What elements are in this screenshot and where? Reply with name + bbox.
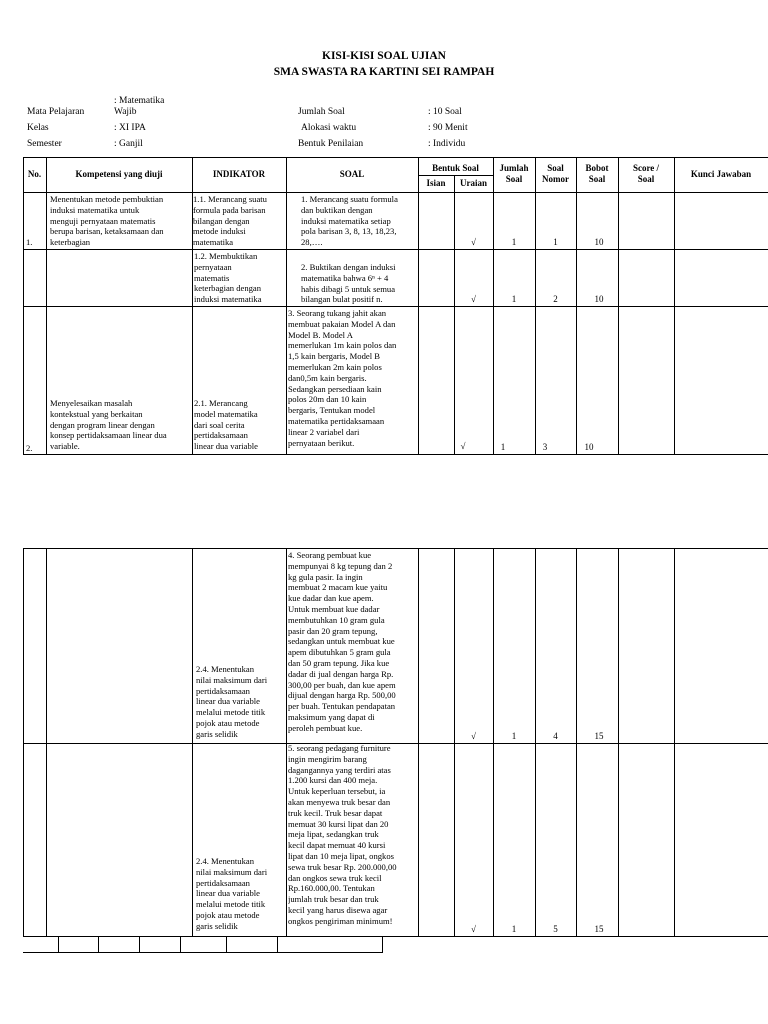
bentuk-penilaian-value: : Individu (428, 139, 466, 149)
header-soal: SOAL (339, 169, 365, 179)
header-score-soal: Score / Soal (632, 163, 660, 184)
indikator-cell: 2.4. Menentukan nilai maksimum dari pertidaksamaan linear dua variable melalui metode titik pojok atau metode garis selidik (196, 664, 268, 739)
jumlah-cell: 1 (511, 731, 517, 741)
nomor-cell: 1 (553, 237, 558, 247)
header-soal-nomor: Soal Nomor (542, 163, 569, 184)
nomor-cell: 3 (542, 442, 548, 452)
uraian-check: √ (471, 237, 476, 247)
bobot-cell: 10 (594, 294, 604, 304)
uraian-check: √ (471, 731, 476, 741)
bobot-cell: 15 (594, 924, 604, 934)
indikator-cell: 2.1. Merancang model matematika dari soal cerita pertidaksamaan linear dua variable (194, 398, 258, 452)
soal-cell: 3. Seorang tukang jahit akan membuat pakaian Model A dan Model B. Model A memerlukan 1m kain polos dan 1,5 kain bergaris, Model B memerlukan 2m kain polos dan0,5m kain bergaris. Sedangkan persediaan kain polos 20m dan 10 kain bergaris, Tentukan model matematika pertidaksamaan linear 2 variabel dari pernyataan berikut. (288, 308, 397, 448)
kelas-label: Kelas (27, 123, 49, 133)
kompetensi-cell: Menentukan metode pembuktian induksi matematika untuk menguji pernyataan matematis berupa barisan, ketaksamaan dan keterbagian (50, 194, 164, 248)
uraian-check: √ (471, 924, 476, 934)
mata-pelajaran-label: Mata Pelajaran (27, 107, 85, 117)
header-kompetensi: Kompetensi yang diuji (75, 169, 163, 179)
header-kunci-jawaban: Kunci Jawaban (690, 169, 752, 179)
bobot-cell: 10 (594, 237, 604, 247)
jumlah-soal-label: Jumlah Soal (298, 107, 345, 117)
school-name: SMA SWASTA RA KARTINI SEI RAMPAH (273, 66, 495, 78)
header-no: No. (27, 169, 42, 179)
header-uraian: Uraian (460, 178, 487, 188)
jumlah-cell: 1 (511, 294, 517, 304)
header-indikator: INDIKATOR (212, 169, 266, 179)
soal-cell: 4. Seorang pembuat kue mempunyai 8 kg tepung dan 2 kg gula pasir. Ia ingin membuat 2 macam kue yaitu kue dadar dan kue apem. Untuk membuat kue dadar membutuhkan 10 gram gula pasir dan 20 gram tepung, sedangkan untuk membuat kue apem dibutuhkan 5 gram gula dan 50 gram tepung. Jika kue dadar di jual dengan harga Rp. 300,00 per buah, dan kue apem dijual dengan harga Rp. 500,00 per buah. Tentukan pendapatan maksimum yang dapat di peroleh pembuat kue. (288, 550, 396, 733)
kompetensi-cell: Menyelesaikan masalah kontekstual yang berkaitan dengan program linear dengan konsep pertidaksamaan linear dua variable. (50, 398, 167, 452)
row-number: 2. (26, 443, 33, 453)
header-isian: Isian (426, 178, 446, 188)
soal-cell: 5. seorang pedagang furniture ingin mengirim barang dagangannya yang terdiri atas 1.200 kursi dan 400 meja. Untuk keperluan tersebut, ia akan menyewa truk besar dan truk kecil. Truk besar dapat memuat 30 kursi lipat dan 20 meja lipat, sedangkan truk kecil dapat memuat 40 kursi lipat dan 10 meja lipat, ongkos sewa truk besar Rp. 200.000,00 dan ongkos sewa truk kecil Rp.160.000,00. Tentukan jumlah truk besar dan truk kecil yang harus disewa agar ongkos pengiriman minimum! (288, 743, 397, 926)
nomor-cell: 2 (553, 294, 558, 304)
semester-label: Semester (27, 139, 62, 149)
header-bentuk-soal: Bentuk Soal (432, 163, 479, 173)
header-bobot-soal: Bobot Soal (585, 163, 609, 184)
mata-pelajaran-value-line1: : Matematika (114, 96, 165, 106)
soal-cell: 1. Merancang suatu formula dan buktikan dengan induksi matematika setiap pola barisan 3, 8, 13, 18,23, 28,…. (301, 194, 398, 248)
document-title: KISI-KISI SOAL UJIAN (322, 50, 446, 62)
jumlah-cell: 1 (511, 924, 517, 934)
jumlah-soal-value: : 10 Soal (428, 107, 462, 117)
kelas-value: : XI IPA (114, 123, 146, 133)
semester-value: : Ganjil (114, 139, 143, 149)
jumlah-cell: 1 (511, 237, 517, 247)
jumlah-cell: 1 (500, 442, 506, 452)
uraian-check: √ (460, 441, 466, 451)
bentuk-penilaian-label: Bentuk Penilaian (298, 139, 364, 149)
soal-cell: 2. Buktikan dengan induksi matematika bahwa 6ⁿ + 4 habis dibagi 5 untuk semua bilangan bulat positif n. (301, 262, 396, 305)
header-jumlah-soal: Jumlah Soal (499, 163, 529, 184)
uraian-check: √ (471, 294, 476, 304)
indikator-cell: 1.2. Membuktikan pernyataan matematis keterbagian dengan induksi matematika (194, 251, 262, 305)
nomor-cell: 4 (553, 731, 558, 741)
mata-pelajaran-value-line2: Wajib (114, 107, 137, 117)
nomor-cell: 5 (553, 924, 558, 934)
bobot-cell: 10 (584, 442, 594, 452)
row-number: 1. (26, 237, 33, 247)
alokasi-waktu-label: Alokasi waktu (301, 123, 357, 133)
indikator-cell: 2.4. Menentukan nilai maksimum dari pertidaksamaan linear dua variable melalui metode titik pojok atau metode garis selidik (196, 856, 268, 931)
bobot-cell: 15 (594, 731, 604, 741)
indikator-cell: 1.1. Merancang suatu formula pada barisan bilangan dengan metode induksi matematika (193, 194, 267, 248)
alokasi-waktu-value: : 90 Menit (428, 123, 468, 133)
